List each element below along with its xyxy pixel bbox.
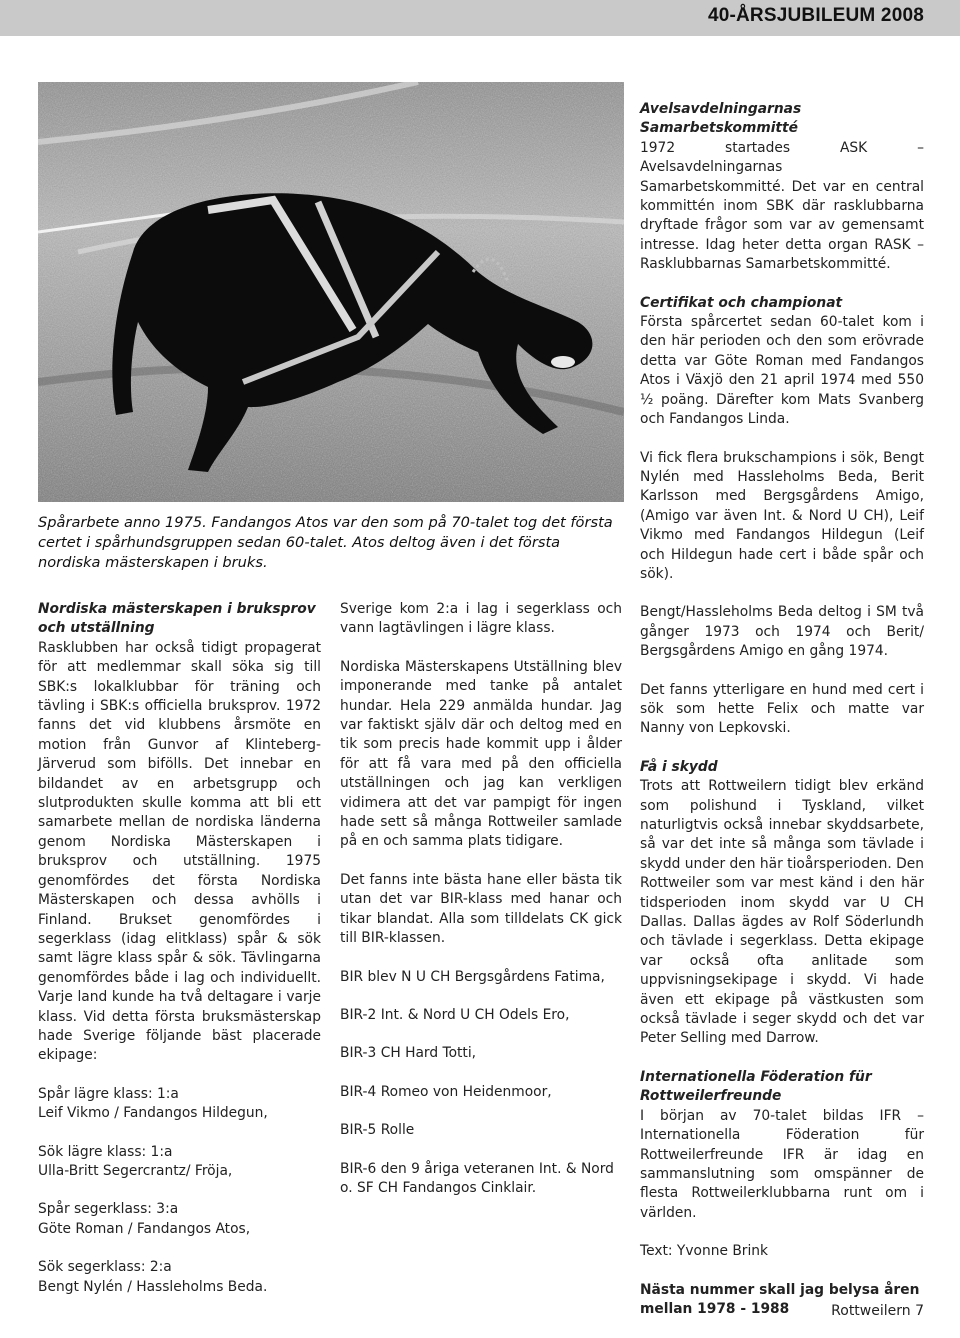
section-heading-ifr: Internationella Föderation für Rottweilerfreunde	[640, 1068, 872, 1105]
section-heading-ask: Avelsavdelningarnas Samarbetskommitté	[640, 101, 802, 137]
bir-entry: BIR blev N U CH Bergsgårdens Fatima,	[340, 968, 605, 985]
bir-entry: BIR-6 den 9 åriga veteranen Int. & Nord o. SF CH Fandangos Cinklair.	[340, 1160, 614, 1196]
page-footer: Rottweilern 7	[831, 1303, 924, 1319]
section-heading-certifikat: Certifikat och championat	[640, 294, 843, 311]
result-entry	[38, 1200, 321, 1239]
body-paragraph: Första spårcertet sedan 60-talet kom i den här perioden och den som erövrade detta var Göte Roman med Fandangos Atos i Växjö den 21 april 1974 med 550 ½ poäng. Därefter kom Mats Svanberg och Fandangos Linda.	[640, 314, 924, 428]
bir-entry: BIR-4 Romeo von Heidenmoor,	[340, 1083, 552, 1100]
column-right	[640, 100, 924, 1338]
body-paragraph: Sverige kom 2:a i lag i segerklass och vann lagtävlingen i lägre klass.	[340, 601, 622, 637]
next-issue-note: Nästa nummer skall jag belysa åren mellan 1978 - 1988	[640, 1281, 920, 1317]
column-left	[38, 600, 321, 1316]
body-paragraph: Det fanns ytterligare en hund med cert i sök som hette Felix och matte var Nanny von Lepkovski.	[640, 681, 924, 737]
rottweiler-tracking-photo	[38, 82, 624, 502]
bir-entry: BIR-3 CH Hard Totti,	[340, 1045, 477, 1062]
column-middle	[340, 600, 622, 1217]
result-team: Göte Roman / Fandangos Atos,	[38, 1220, 251, 1237]
section-heading-nordiska: Nordiska mästerskapen i bruksprov och utställning	[38, 601, 316, 637]
body-paragraph: Trots att Rottweilern tidigt blev erkänd som polishund i Tyskland, vilket naturligtvis också innebar skyddsarbete, så var det inte så många som tävlade i skydd under den här tioårsperioden. Den Rottweiler som var mest känd i den här tidsperioden inom skydd var U CH Dallas. Dallas ägdes av Rolf Söderlundh och tävlade i segerklass. Detta ekipage var också ofta anlitade som uppvisningsekipage i skydd. Vi hade även ett ekipage på västkusten som också tävlade i seger skydd och det var Peter Selling med Darrow.	[640, 778, 924, 1047]
body-paragraph: I början av 70-talet bildas IFR – Internationella Föderation für Rottweilerfreunde IFR är idag en sammanslutning som omspänner de flesta Rottweilerklubbarna runt om i världen.	[640, 1107, 924, 1221]
result-class: Sök lägre klass: 1:a	[38, 1143, 173, 1160]
result-team: Leif Vikmo / Fandangos Hildegun,	[38, 1105, 268, 1122]
section-heading-skydd: Få i skydd	[640, 758, 718, 775]
page-header-title: 40-ÅRSJUBILEUM 2008	[707, 5, 924, 26]
bir-entry: BIR-2 Int. & Nord U CH Odels Ero,	[340, 1006, 570, 1023]
body-paragraph: Rasklubben har också tidigt propagerat för att medlemmar skall söka sig till SBK:s lokalklubbar för träning och tävling i SBK:s officiella bruksprov. 1972 fanns det vid klubbens årsmöte en motion från Gunvor af Klinteberg-Järverud som bifölls. Det innebar en bildandet av en arbetsgrupp och slutprodukten skulle komma att bli ett samarbete mellan de nordiska länderna genom Nordiska Mästerskapen i bruksprov och utställning. 1975 genomfördes det första Nordiska Mästerskapen och dessa avhölls i Finland. Brukset genomfördes i segerklass (idag elitklass) spår & sök samt lägre klass spår & sök. Tävlingarna genomfördes både i lag och individuellt. Varje land kunde ha två deltagare i varje klass. Vid detta första bruksmästerskap hade Sverige följande bäst placerade ekipage:	[38, 639, 321, 1064]
body-paragraph: Det fanns inte bästa hane eller bästa tik utan det var BIR-klass med hanar och tikar blandat. Alla som tilldelats CK gick till BIR-klassen.	[340, 871, 622, 947]
author-credit: Text: Yvonne Brink	[640, 1243, 769, 1260]
result-entry	[38, 1085, 321, 1124]
body-paragraph: Nordiska Mästerskapens Utställning blev imponerande med tanke på antalet hundar. Hela 229 anmälda hundar. Jag var faktiskt själv där och deltog med en tik som precis hade kommit upp i ålder för att få vara med på den officiella utställningen och jag kan verkligen vidimera att det var pampigt för ingen hade sett så många Rottweiler samlade på en och samma plats tidigare.	[340, 658, 622, 850]
result-team: Ulla-Britt Segercrantz/ Fröja,	[38, 1162, 233, 1179]
result-class: Spår lägre klass: 1:a	[38, 1085, 179, 1102]
body-paragraph: Bengt/Hassleholms Beda deltog i SM två gånger 1973 och 1974 och Berit/ Bergsgårdens Amigo en gång 1974.	[640, 604, 924, 660]
body-paragraph: Vi fick flera brukschampions i sök, Bengt Nylén med Hassleholms Beda, Berit Karlsson med Bergsgårdens Amigo, (Amigo var även Int. & Nord U CH), Leif Vikmo med Fandangos Hildegun (Leif och Hildegun hade cert i både spår och sök).	[640, 449, 924, 582]
body-paragraph: 1972 startades ASK – Avelsavdelningarnas Samarbetskommitté. Det var en central kommittén inom SBK där rasklubbarna dryftade frågor som var av gemensamt intresse. Idag heter detta organ RASK – Rasklubbarnas Samarbetskommitté.	[640, 139, 924, 273]
result-entry	[38, 1258, 321, 1297]
bir-entry: BIR-5 Rolle	[340, 1122, 415, 1139]
result-entry	[38, 1143, 321, 1182]
result-class: Spår segerklass: 3:a	[38, 1201, 179, 1218]
result-class: Sök segerklass: 2:a	[38, 1259, 172, 1276]
photo-caption: Spårarbete anno 1975. Fandangos Atos var den som på 70-talet tog det första certet i spårhundsgruppen sedan 60-talet. Atos deltog även i det första nordiska mästerskapen i bruks.	[38, 514, 613, 571]
result-team: Bengt Nylén / Hassleholms Beda.	[38, 1278, 268, 1295]
